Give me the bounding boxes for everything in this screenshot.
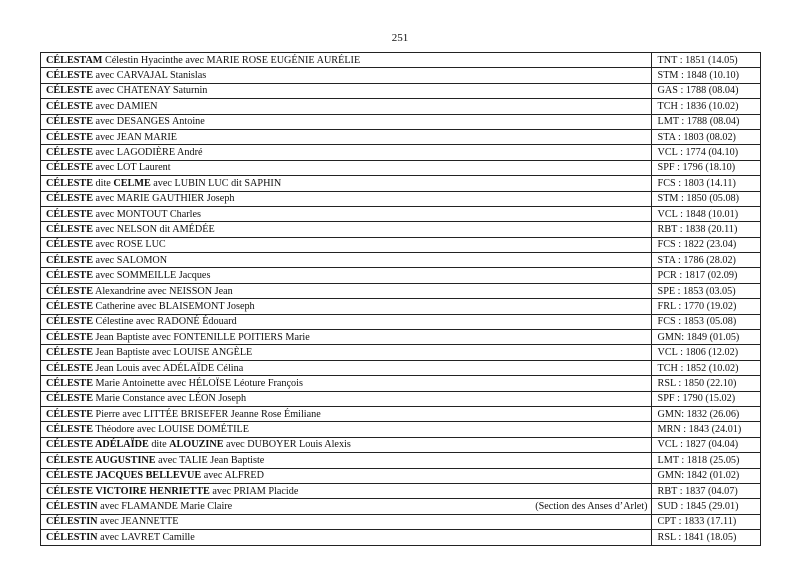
register-row	[41, 391, 761, 406]
entry-name-cell	[41, 129, 652, 144]
entry-primary-name: CÉLESTE	[46, 131, 93, 143]
entry-primary-name: CÉLESTE	[46, 285, 93, 297]
entry-name-wrapper	[46, 238, 651, 251]
entry-spouse-detail: Célestine avec RADONÉ Édouard	[93, 316, 237, 328]
entry-reference-cell: STA : 1803 (08.02)	[651, 129, 760, 144]
register-row	[41, 330, 761, 345]
entry-alias-name: CELME	[113, 177, 151, 189]
entry-primary-name: CÉLESTIN	[46, 516, 98, 528]
register-row	[41, 283, 761, 298]
entry-name-cell	[41, 83, 652, 98]
entry-spouse-detail: Marie Constance avec LÉON Joseph	[93, 393, 247, 405]
marriage-register-table	[40, 52, 761, 546]
entry-name-cell	[41, 406, 652, 421]
entry-reference-cell: GAS : 1788 (08.04)	[651, 83, 760, 98]
entry-reference-cell: STM : 1848 (10.10)	[651, 68, 760, 83]
entry-primary-name: CÉLESTE	[46, 193, 93, 205]
entry-spouse-detail: avec FLAMANDE Marie Claire	[97, 501, 233, 513]
entry-spouse-detail: avec MARIE GAUTHIER Joseph	[93, 193, 235, 205]
entry-primary-name: CÉLESTE	[46, 85, 93, 97]
entry-spouse-detail: Jean Baptiste avec FONTENILLE POITIERS Marie	[93, 331, 310, 343]
entry-text	[46, 392, 246, 405]
entry-name-cell	[41, 222, 652, 237]
entry-reference-cell: CPT : 1833 (17.11)	[651, 514, 760, 529]
entry-text	[46, 454, 264, 467]
entry-name-cell	[41, 237, 652, 252]
entry-spouse-detail: avec TALIE Jean Baptiste	[155, 454, 265, 466]
entry-text	[46, 254, 167, 267]
entry-spouse-detail: avec SOMMEILLE Jacques	[93, 270, 211, 282]
entry-reference-cell: VCL : 1806 (12.02)	[651, 345, 760, 360]
entry-reference-cell: SPF : 1790 (15.02)	[651, 391, 760, 406]
register-row	[41, 299, 761, 314]
entry-primary-name: CÉLESTE	[46, 208, 93, 220]
entry-reference-cell: TCH : 1836 (10.02)	[651, 99, 760, 114]
entry-name-cell	[41, 453, 652, 468]
entry-reference-cell: VCL : 1848 (10.01)	[651, 206, 760, 221]
entry-reference-cell: RBT : 1838 (20.11)	[651, 222, 760, 237]
entry-primary-name: CÉLESTE JACQUES BELLEVUE	[46, 470, 202, 482]
entry-text	[46, 208, 201, 221]
entry-name-cell	[41, 499, 652, 514]
entry-name-wrapper	[46, 84, 651, 97]
entry-name-wrapper	[46, 454, 651, 467]
entry-spouse-detail: avec ROSE LUC	[93, 239, 166, 251]
entry-name-cell	[41, 299, 652, 314]
entry-name-wrapper	[46, 392, 651, 405]
register-row	[41, 206, 761, 221]
entry-name-cell	[41, 176, 652, 191]
entry-text	[46, 131, 177, 144]
entry-name-wrapper	[46, 531, 651, 544]
register-row	[41, 499, 761, 514]
entry-primary-name: CÉLESTE	[46, 270, 93, 282]
entry-name-cell	[41, 253, 652, 268]
entry-primary-name: CÉLESTAM	[46, 54, 103, 66]
entry-name-cell	[41, 191, 652, 206]
register-row	[41, 53, 761, 68]
register-row	[41, 483, 761, 498]
register-row	[41, 422, 761, 437]
entry-reference-cell: FCS : 1803 (14.11)	[651, 176, 760, 191]
entry-name-cell	[41, 68, 652, 83]
entry-spouse-detail: Théodore avec LOUISE DOMÉTILE	[93, 424, 249, 436]
entry-spouse-detail: avec DUBOYER Louis Alexis	[223, 439, 351, 451]
register-row	[41, 345, 761, 360]
entry-spouse-detail: Célestin Hyacinthe avec MARIE ROSE EUGÉNIE AURÉLIE	[102, 54, 361, 66]
entry-name-wrapper	[46, 469, 651, 482]
entry-name-wrapper	[46, 177, 651, 190]
register-row	[41, 268, 761, 283]
register-row	[41, 160, 761, 175]
entry-text	[46, 362, 243, 375]
entry-spouse-detail: avec LAVRET Camille	[97, 531, 195, 543]
entry-primary-name: CÉLESTE	[46, 347, 93, 359]
entry-text	[46, 100, 158, 113]
entry-name-wrapper	[46, 269, 651, 282]
entry-text	[46, 300, 255, 313]
entry-name-wrapper	[46, 423, 651, 436]
entry-text	[46, 115, 205, 128]
register-row	[41, 68, 761, 83]
entry-primary-name: CÉLESTE	[46, 362, 93, 374]
page-number: 251	[391, 32, 409, 44]
register-row	[41, 191, 761, 206]
entry-name-cell	[41, 314, 652, 329]
entry-reference-cell: GMN: 1849 (01.05)	[651, 330, 760, 345]
entry-name-cell	[41, 514, 652, 529]
entry-spouse-detail: Pierre avec LITTÉE BRISEFER Jeanne Rose Émiliane	[93, 408, 321, 420]
entry-name-wrapper	[46, 485, 651, 498]
entry-connector: dite	[148, 439, 170, 451]
entry-name-cell	[41, 376, 652, 391]
register-row	[41, 129, 761, 144]
entry-primary-name: CÉLESTE AUGUSTINE	[46, 454, 156, 466]
entry-primary-name: CÉLESTE	[46, 147, 93, 159]
register-row	[41, 114, 761, 129]
entry-reference-cell: MRN : 1843 (24.01)	[651, 422, 760, 437]
entry-primary-name: CÉLESTIN	[46, 501, 98, 513]
entry-primary-name: CÉLESTE	[46, 408, 93, 420]
register-row	[41, 176, 761, 191]
entry-reference-cell: RBT : 1837 (04.07)	[651, 483, 760, 498]
entry-reference-cell: FCS : 1822 (23.04)	[651, 237, 760, 252]
entry-name-cell	[41, 530, 652, 545]
register-row	[41, 514, 761, 529]
entry-spouse-detail: avec LUBIN LUC dit SAPHIN	[150, 177, 282, 189]
entry-spouse-detail: avec LAGODIÈRE André	[93, 147, 203, 159]
entry-name-wrapper	[46, 438, 651, 451]
entry-name-wrapper	[46, 377, 651, 390]
entry-reference-cell: TCH : 1852 (10.02)	[651, 360, 760, 375]
entry-spouse-detail: avec JEAN MARIE	[93, 131, 178, 143]
entry-spouse-detail: Marie Antoinette avec HÉLOÏSE Léoture François	[93, 377, 303, 389]
entry-text	[46, 269, 210, 282]
register-row	[41, 437, 761, 452]
register-row	[41, 83, 761, 98]
entry-text	[46, 500, 232, 513]
register-row	[41, 314, 761, 329]
entry-name-wrapper	[46, 254, 651, 267]
entry-name-wrapper	[46, 69, 651, 82]
entry-text	[46, 285, 233, 298]
entry-text	[46, 408, 321, 421]
entry-text	[46, 315, 237, 328]
entry-text	[46, 146, 202, 159]
entry-primary-name: CÉLESTE	[46, 424, 93, 436]
entry-primary-name: CÉLESTE	[46, 377, 93, 389]
register-row	[41, 453, 761, 468]
entry-name-wrapper	[46, 346, 651, 359]
entry-spouse-detail: avec PRIAM Placide	[209, 485, 299, 497]
register-row	[41, 222, 761, 237]
entry-name-cell	[41, 437, 652, 452]
entry-primary-name: CÉLESTE	[46, 116, 93, 128]
entry-reference-cell: GMN: 1832 (26.06)	[651, 406, 760, 421]
entry-primary-name: CÉLESTE	[46, 70, 93, 82]
entry-text	[46, 438, 351, 451]
register-row	[41, 237, 761, 252]
entry-spouse-detail: avec CHATENAY Saturnin	[93, 85, 208, 97]
entry-reference-cell: VCL : 1774 (04.10)	[651, 145, 760, 160]
entry-name-cell	[41, 483, 652, 498]
entry-name-cell	[41, 468, 652, 483]
entry-reference-cell: SUD : 1845 (29.01)	[651, 499, 760, 514]
entry-name-cell	[41, 360, 652, 375]
entry-name-cell	[41, 53, 652, 68]
register-row	[41, 360, 761, 375]
entry-primary-name: CÉLESTE	[46, 223, 93, 235]
register-row	[41, 406, 761, 421]
entry-name-wrapper	[46, 331, 651, 344]
entry-name-cell	[41, 160, 652, 175]
entry-text	[46, 377, 303, 390]
entry-reference-cell: SPF : 1796 (18.10)	[651, 160, 760, 175]
entry-name-cell	[41, 206, 652, 221]
register-row	[41, 530, 761, 545]
entry-text	[46, 331, 310, 344]
entry-text	[46, 531, 195, 544]
register-row	[41, 99, 761, 114]
entry-name-wrapper	[46, 208, 651, 221]
entry-name-cell	[41, 345, 652, 360]
entry-spouse-detail: avec NELSON dit AMÉDÉE	[93, 223, 215, 235]
entry-spouse-detail: avec SALOMON	[93, 254, 168, 266]
entry-name-wrapper	[46, 408, 651, 421]
entry-spouse-detail: Catherine avec BLAISEMONT Joseph	[93, 300, 255, 312]
entry-name-wrapper	[46, 223, 651, 236]
entry-reference-cell: RSL : 1850 (22.10)	[651, 376, 760, 391]
register-row	[41, 253, 761, 268]
entry-name-wrapper	[46, 285, 651, 298]
entry-primary-name: CÉLESTE	[46, 254, 93, 266]
entry-name-wrapper	[46, 300, 651, 313]
entry-reference-cell: SPE : 1853 (03.05)	[651, 283, 760, 298]
entry-text	[46, 238, 166, 251]
entry-spouse-detail: avec CARVAJAL Stanislas	[93, 70, 207, 82]
entry-name-wrapper	[46, 515, 651, 528]
entry-primary-name: CÉLESTE	[46, 331, 93, 343]
entry-primary-name: CÉLESTE ADÉLAÏDE	[46, 439, 149, 451]
entry-name-cell	[41, 268, 652, 283]
entry-reference-cell: PCR : 1817 (02.09)	[651, 268, 760, 283]
entry-text	[46, 161, 171, 174]
entry-name-wrapper	[46, 131, 651, 144]
entry-spouse-detail: Jean Louis avec ADÉLAÏDE Célina	[93, 362, 244, 374]
entry-reference-cell: STA : 1786 (28.02)	[651, 253, 760, 268]
entry-name-cell	[41, 422, 652, 437]
entry-name-wrapper	[46, 500, 651, 513]
register-row	[41, 468, 761, 483]
entry-text	[46, 192, 234, 205]
entry-reference-cell: FRL : 1770 (19.02)	[651, 299, 760, 314]
entry-primary-name: CÉLESTE	[46, 100, 93, 112]
entry-name-wrapper	[46, 146, 651, 159]
entry-text	[46, 485, 298, 498]
entry-name-wrapper	[46, 362, 651, 375]
entry-spouse-detail: avec MONTOUT Charles	[93, 208, 201, 220]
entry-name-wrapper	[46, 54, 651, 67]
entry-primary-name: CÉLESTE	[46, 239, 93, 251]
register-body	[41, 53, 761, 546]
entry-spouse-detail: avec ALFRED	[201, 470, 264, 482]
register-row	[41, 376, 761, 391]
entry-spouse-detail: avec LOT Laurent	[93, 162, 171, 174]
entry-text	[46, 223, 215, 236]
entry-name-wrapper	[46, 115, 651, 128]
entry-primary-name: CÉLESTE	[46, 177, 93, 189]
entry-spouse-detail: Alexandrine avec NEISSON Jean	[93, 285, 233, 297]
entry-reference-cell: FCS : 1853 (05.08)	[651, 314, 760, 329]
entry-text	[46, 423, 249, 436]
entry-connector: dite	[93, 177, 114, 189]
entry-primary-name: CÉLESTE VICTOIRE HENRIETTE	[46, 485, 210, 497]
entry-name-wrapper	[46, 192, 651, 205]
entry-spouse-detail: avec DESANGES Antoine	[93, 116, 205, 128]
entry-name-cell	[41, 283, 652, 298]
entry-primary-name: CÉLESTE	[46, 316, 93, 328]
entry-primary-name: CÉLESTE	[46, 162, 93, 174]
entry-reference-cell: GMN: 1842 (01.02)	[651, 468, 760, 483]
entry-alias-name: ALOUZINE	[169, 439, 224, 451]
entry-text	[46, 346, 252, 359]
entry-primary-name: CÉLESTIN	[46, 531, 98, 543]
entry-reference-cell: LMT : 1788 (08.04)	[651, 114, 760, 129]
entry-reference-cell: STM : 1850 (05.08)	[651, 191, 760, 206]
entry-name-wrapper	[46, 315, 651, 328]
entry-text	[46, 469, 264, 482]
entry-name-cell	[41, 99, 652, 114]
entry-name-cell	[41, 114, 652, 129]
entry-primary-name: CÉLESTE	[46, 300, 93, 312]
entry-text	[46, 177, 281, 190]
entry-spouse-detail: avec JEANNETTE	[97, 516, 179, 528]
entry-reference-cell: LMT : 1818 (25.05)	[651, 453, 760, 468]
entry-text	[46, 54, 360, 67]
entry-primary-name: CÉLESTE	[46, 393, 93, 405]
entry-reference-cell: VCL : 1827 (04.04)	[651, 437, 760, 452]
entry-name-cell	[41, 330, 652, 345]
entry-text	[46, 84, 207, 97]
entry-spouse-detail: Jean Baptiste avec LOUISE ANGÈLE	[93, 347, 253, 359]
entry-text	[46, 515, 178, 528]
register-row	[41, 145, 761, 160]
entry-spouse-detail: avec DAMIEN	[93, 100, 158, 112]
entry-text	[46, 69, 206, 82]
entry-name-cell	[41, 145, 652, 160]
entry-name-wrapper	[46, 100, 651, 113]
entry-name-wrapper	[46, 161, 651, 174]
entry-section-note: (Section des Anses d’Arlet)	[535, 501, 648, 513]
entry-reference-cell: TNT : 1851 (14.05)	[651, 53, 760, 68]
entry-reference-cell: RSL : 1841 (18.05)	[651, 530, 760, 545]
entry-name-cell	[41, 391, 652, 406]
